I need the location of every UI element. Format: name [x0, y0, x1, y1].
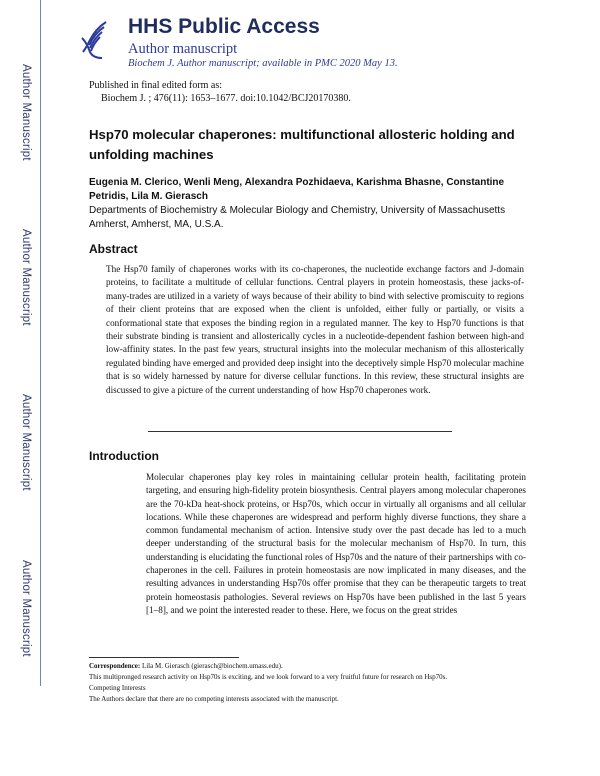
footnote-divider [89, 657, 239, 658]
sidebar-label: Author Manuscript [20, 229, 32, 326]
journal-name: Biochem J. [128, 58, 175, 69]
availability-text: Author manuscript; available in PMC 2020 May 13. [177, 58, 398, 69]
footnote-note: This multipronged research activity on Hsp70s is exciting, and we look forward to a very fruitful future for research on Hsp70s. [89, 673, 448, 681]
sidebar-label: Author Manuscript [20, 560, 32, 657]
abstract-heading: Abstract [89, 242, 138, 256]
sidebar-divider [40, 0, 41, 686]
correspondence [89, 661, 529, 672]
article-title: Hsp70 molecular chaperones: multifunctional allosteric holding and unfolding machines [89, 127, 515, 162]
page-header-title: HHS Public Access [128, 15, 320, 38]
correspondence-label: Correspondence: [89, 662, 141, 670]
competing-interests-text: The Authors declare that there are no competing interests associated with the manuscript. [89, 695, 339, 703]
hhs-eagle-logo [78, 18, 110, 60]
affiliation: Departments of Biochemistry & Molecular Biology and Chemistry, University of Massachusetts Amherst, Amherst, MA, U.S.A. [89, 205, 506, 230]
author-list: Eugenia M. Clerico, Wenli Meng, Alexandra Pozhidaeva, Karishma Bhasne, Constantine Petridis, Lila M. Gierasch [89, 177, 505, 202]
published-line: Published in final edited form as: [89, 80, 223, 91]
footnotes [89, 661, 529, 705]
abstract-text: The Hsp70 family of chaperones works with its co-chaperones, the nucleotide exchange factors and J-domain proteins, to facilitate a multitude of cellular functions. Central players in protein homeostasis, these jacks-of-many-trades are utilized in a variety of ways because of their ability to bind with selective promiscuity to regions of their client proteins that are exposed when the client is unfolded, either fully or partially, or visits a conformational state that exposes the binding region in a regulated manner. The key to Hsp70 functions is that their substrate binding is transient and allosterically cycles in a nucleotide-dependent fashion between high-and low-affinity states. In the past few years, structural insights into the molecular mechanism of this allosterically regulated binding have emerged and provided deep insight into the deceptively simple Hsp70 molecular machine that is so widely harnessed by nature for diverse cellular functions. In this review, these structural insights are discussed to give a picture of the current understanding of how Hsp70 chaperones work. [106, 264, 524, 395]
page-header-subtitle: Author manuscript [128, 41, 238, 57]
competing-interests-heading: Competing Interests [89, 684, 146, 692]
correspondence-text: Lila M. Gierasch (gierasch@biochem.umass.edu). [141, 662, 283, 670]
journal-availability [128, 58, 398, 69]
section-divider [148, 431, 452, 432]
introduction-heading: Introduction [89, 449, 159, 463]
sidebar-label: Author Manuscript [20, 394, 32, 491]
introduction-text: Molecular chaperones play key roles in maintaining cellular protein health, facilitating protein targeting, and ensuring high-fidelity protein biosynthesis. Central players among molecular chaperones are the 70-kDa heat-shock proteins, or Hsp70s, which occur in virtually all organisms and all cellular locations. While these chaperones are widespread and perform highly diverse functions, they share a common fundamental mechanism of action. Intensive study over the past decade has led to a much deeper understanding of the structural basis for the molecular mechanism of Hsp70. In turn, this understanding is elucidating the functional roles of Hsp70s and the nature of their partnerships with co-chaperones in the cell. Failures in protein homeostasis are now implicated in many diseases, and the resulting advances in understanding Hsp70s offer promise that they can be therapeutic targets to treat protein homeostasis pathologies. Several reviews on Hsp70s have been published in the last 5 years [1–8], and we point the interested reader to these. Here, we focus on the great strides [146, 472, 526, 615]
publication-info [89, 79, 351, 105]
citation: Biochem J. ; 476(11): 1653–1677. doi:10.1042/BCJ20170380. [101, 93, 351, 104]
sidebar-label: Author Manuscript [20, 64, 32, 161]
